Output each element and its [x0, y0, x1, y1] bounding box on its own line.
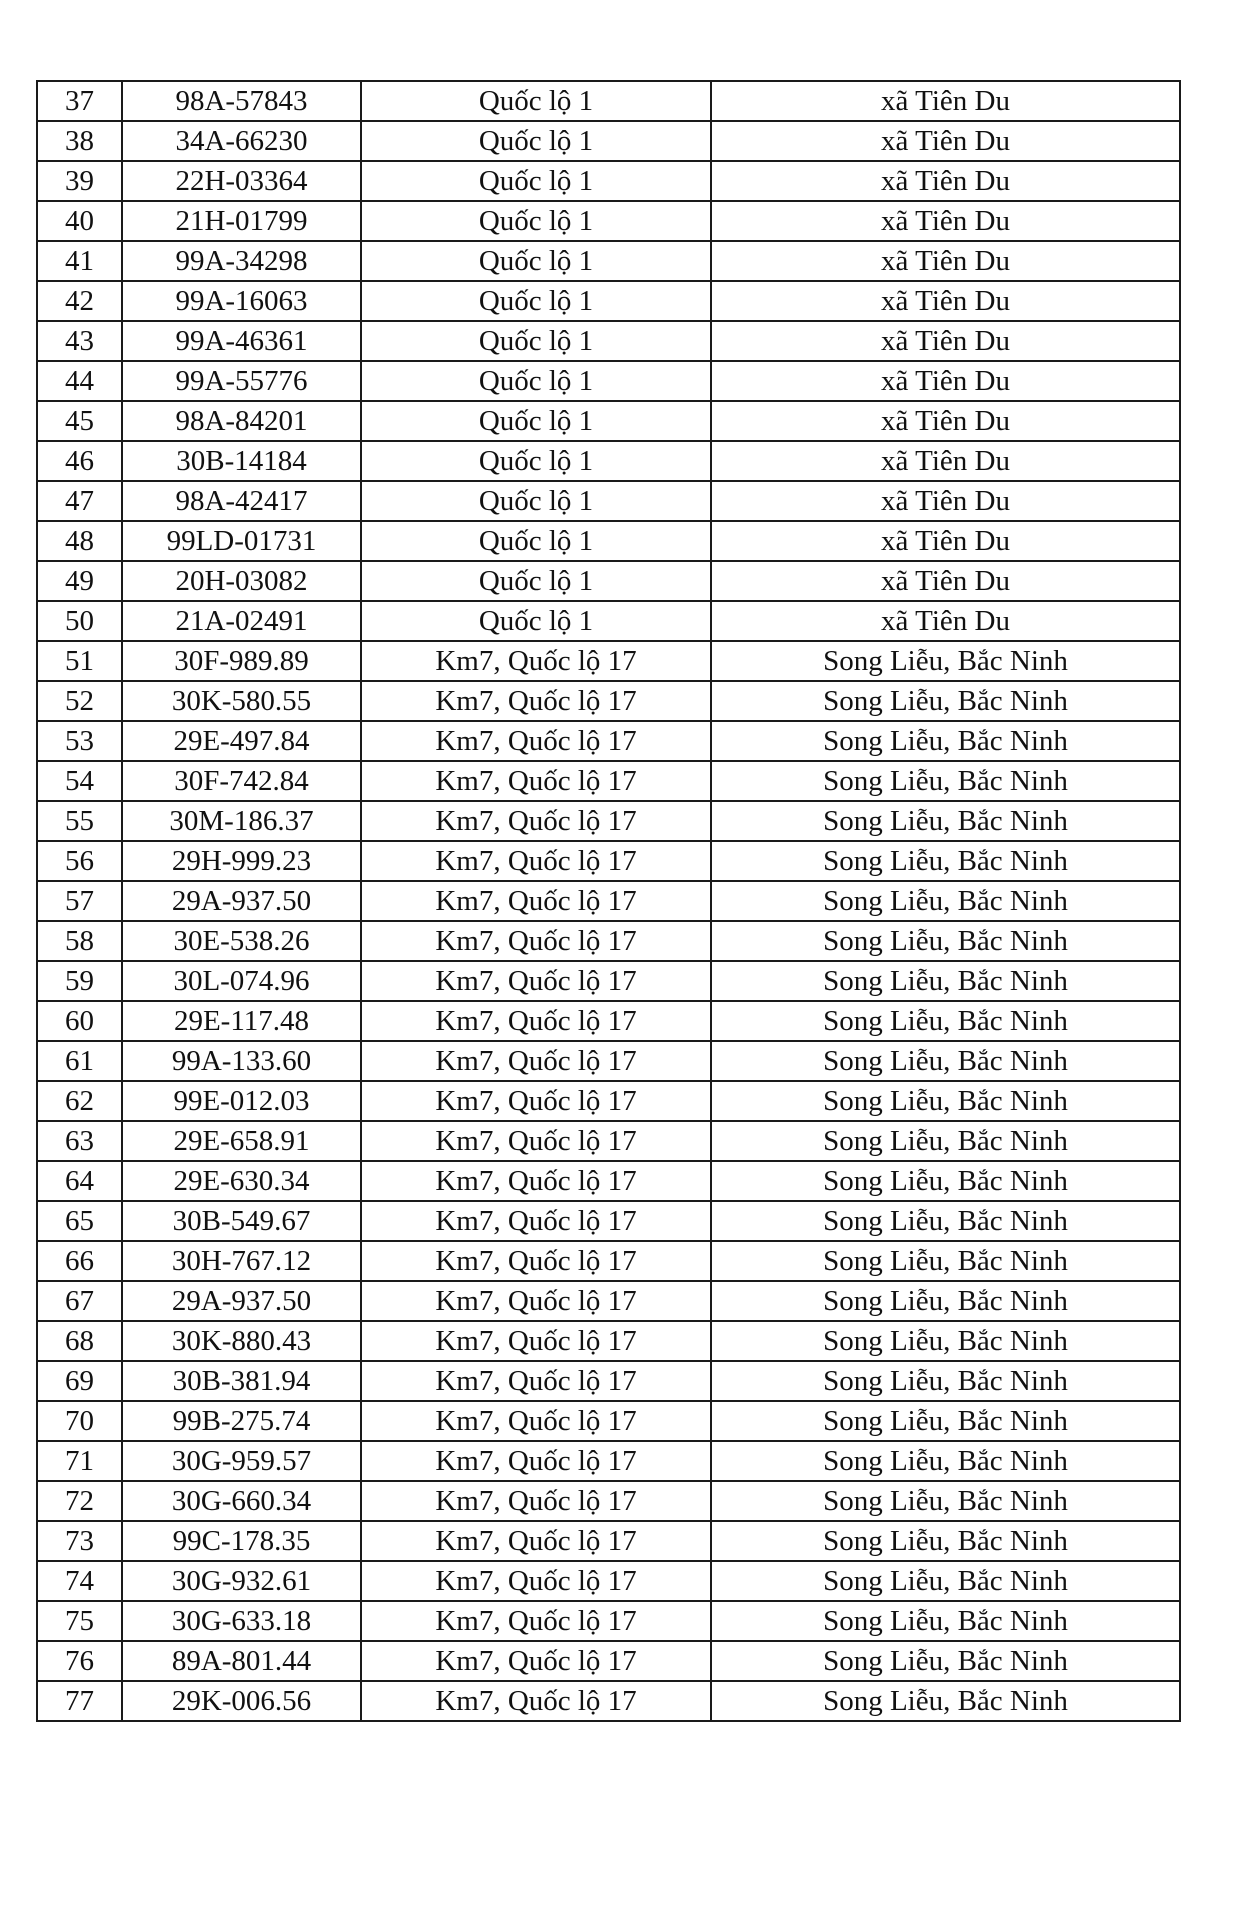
- table-row: [37, 321, 1180, 361]
- row-number-cell: 54: [37, 761, 122, 801]
- road-location-cell: Quốc lộ 1: [361, 241, 711, 281]
- table-row: [37, 601, 1180, 641]
- commune-location-cell: Song Liễu, Bắc Ninh: [711, 1561, 1180, 1601]
- row-number-cell: 44: [37, 361, 122, 401]
- table-row: [37, 1321, 1180, 1361]
- commune-location-cell: Song Liễu, Bắc Ninh: [711, 1321, 1180, 1361]
- commune-location-cell: Song Liễu, Bắc Ninh: [711, 641, 1180, 681]
- road-location-cell: Km7, Quốc lộ 17: [361, 1041, 711, 1081]
- commune-location-cell: Song Liễu, Bắc Ninh: [711, 1681, 1180, 1721]
- license-plate-cell: 29E-630.34: [122, 1161, 361, 1201]
- commune-location-cell: xã Tiên Du: [711, 321, 1180, 361]
- table-row: [37, 161, 1180, 201]
- road-location-cell: Quốc lộ 1: [361, 281, 711, 321]
- row-number-cell: 61: [37, 1041, 122, 1081]
- commune-location-cell: Song Liễu, Bắc Ninh: [711, 881, 1180, 921]
- road-location-cell: Quốc lộ 1: [361, 601, 711, 641]
- license-plate-cell: 30K-580.55: [122, 681, 361, 721]
- table-row: [37, 1161, 1180, 1201]
- table-row: [37, 721, 1180, 761]
- row-number-cell: 64: [37, 1161, 122, 1201]
- license-plate-cell: 30G-660.34: [122, 1481, 361, 1521]
- road-location-cell: Km7, Quốc lộ 17: [361, 961, 711, 1001]
- row-number-cell: 75: [37, 1601, 122, 1641]
- commune-location-cell: Song Liễu, Bắc Ninh: [711, 1201, 1180, 1241]
- license-plate-cell: 29A-937.50: [122, 1281, 361, 1321]
- commune-location-cell: xã Tiên Du: [711, 601, 1180, 641]
- table-row: [37, 521, 1180, 561]
- license-plate-cell: 89A-801.44: [122, 1641, 361, 1681]
- row-number-cell: 72: [37, 1481, 122, 1521]
- commune-location-cell: Song Liễu, Bắc Ninh: [711, 1281, 1180, 1321]
- license-plate-cell: 29E-117.48: [122, 1001, 361, 1041]
- license-plate-cell: 99LD-01731: [122, 521, 361, 561]
- row-number-cell: 49: [37, 561, 122, 601]
- table-row: [37, 1401, 1180, 1441]
- road-location-cell: Quốc lộ 1: [361, 561, 711, 601]
- road-location-cell: Quốc lộ 1: [361, 361, 711, 401]
- row-number-cell: 51: [37, 641, 122, 681]
- table-row: [37, 1241, 1180, 1281]
- license-plate-cell: 99C-178.35: [122, 1521, 361, 1561]
- commune-location-cell: xã Tiên Du: [711, 281, 1180, 321]
- table-row: [37, 1001, 1180, 1041]
- road-location-cell: Km7, Quốc lộ 17: [361, 1481, 711, 1521]
- table-row: [37, 1081, 1180, 1121]
- table-row: [37, 1561, 1180, 1601]
- road-location-cell: Km7, Quốc lộ 17: [361, 1681, 711, 1721]
- table-row: [37, 1361, 1180, 1401]
- road-location-cell: Km7, Quốc lộ 17: [361, 1561, 711, 1601]
- row-number-cell: 58: [37, 921, 122, 961]
- license-plate-cell: 30E-538.26: [122, 921, 361, 961]
- road-location-cell: Km7, Quốc lộ 17: [361, 1401, 711, 1441]
- row-number-cell: 53: [37, 721, 122, 761]
- row-number-cell: 39: [37, 161, 122, 201]
- commune-location-cell: Song Liễu, Bắc Ninh: [711, 721, 1180, 761]
- license-plate-cell: 99A-133.60: [122, 1041, 361, 1081]
- row-number-cell: 57: [37, 881, 122, 921]
- license-plate-cell: 99A-34298: [122, 241, 361, 281]
- road-location-cell: Km7, Quốc lộ 17: [361, 1161, 711, 1201]
- license-plate-cell: 30F-742.84: [122, 761, 361, 801]
- license-plate-cell: 20H-03082: [122, 561, 361, 601]
- table-body: [37, 81, 1180, 1721]
- commune-location-cell: xã Tiên Du: [711, 561, 1180, 601]
- row-number-cell: 60: [37, 1001, 122, 1041]
- table-row: [37, 361, 1180, 401]
- commune-location-cell: Song Liễu, Bắc Ninh: [711, 921, 1180, 961]
- license-plate-cell: 30G-633.18: [122, 1601, 361, 1641]
- table-row: [37, 121, 1180, 161]
- table-row: [37, 1681, 1180, 1721]
- license-plate-cell: 30G-932.61: [122, 1561, 361, 1601]
- license-plate-cell: 99B-275.74: [122, 1401, 361, 1441]
- table-row: [37, 921, 1180, 961]
- commune-location-cell: Song Liễu, Bắc Ninh: [711, 681, 1180, 721]
- table-row: [37, 281, 1180, 321]
- row-number-cell: 77: [37, 1681, 122, 1721]
- road-location-cell: Km7, Quốc lộ 17: [361, 801, 711, 841]
- road-location-cell: Quốc lộ 1: [361, 201, 711, 241]
- table-row: [37, 1601, 1180, 1641]
- commune-location-cell: Song Liễu, Bắc Ninh: [711, 1041, 1180, 1081]
- row-number-cell: 73: [37, 1521, 122, 1561]
- road-location-cell: Quốc lộ 1: [361, 161, 711, 201]
- road-location-cell: Km7, Quốc lộ 17: [361, 761, 711, 801]
- commune-location-cell: xã Tiên Du: [711, 81, 1180, 121]
- license-plate-cell: 98A-42417: [122, 481, 361, 521]
- row-number-cell: 38: [37, 121, 122, 161]
- road-location-cell: Km7, Quốc lộ 17: [361, 1281, 711, 1321]
- commune-location-cell: Song Liễu, Bắc Ninh: [711, 1121, 1180, 1161]
- road-location-cell: Km7, Quốc lộ 17: [361, 721, 711, 761]
- license-plate-cell: 30M-186.37: [122, 801, 361, 841]
- commune-location-cell: Song Liễu, Bắc Ninh: [711, 1081, 1180, 1121]
- row-number-cell: 50: [37, 601, 122, 641]
- table-row: [37, 401, 1180, 441]
- row-number-cell: 65: [37, 1201, 122, 1241]
- row-number-cell: 55: [37, 801, 122, 841]
- row-number-cell: 70: [37, 1401, 122, 1441]
- license-plate-cell: 29K-006.56: [122, 1681, 361, 1721]
- license-plate-cell: 98A-84201: [122, 401, 361, 441]
- commune-location-cell: Song Liễu, Bắc Ninh: [711, 1441, 1180, 1481]
- commune-location-cell: xã Tiên Du: [711, 201, 1180, 241]
- commune-location-cell: xã Tiên Du: [711, 401, 1180, 441]
- row-number-cell: 43: [37, 321, 122, 361]
- road-location-cell: Km7, Quốc lộ 17: [361, 1001, 711, 1041]
- license-plate-cell: 99E-012.03: [122, 1081, 361, 1121]
- row-number-cell: 69: [37, 1361, 122, 1401]
- commune-location-cell: Song Liễu, Bắc Ninh: [711, 961, 1180, 1001]
- license-plate-cell: 30B-549.67: [122, 1201, 361, 1241]
- table-row: [37, 1641, 1180, 1681]
- road-location-cell: Km7, Quốc lộ 17: [361, 641, 711, 681]
- commune-location-cell: Song Liễu, Bắc Ninh: [711, 1521, 1180, 1561]
- license-plate-cell: 99A-46361: [122, 321, 361, 361]
- table-row: [37, 1281, 1180, 1321]
- row-number-cell: 62: [37, 1081, 122, 1121]
- commune-location-cell: xã Tiên Du: [711, 521, 1180, 561]
- commune-location-cell: Song Liễu, Bắc Ninh: [711, 1601, 1180, 1641]
- road-location-cell: Km7, Quốc lộ 17: [361, 881, 711, 921]
- license-plate-cell: 30B-14184: [122, 441, 361, 481]
- commune-location-cell: Song Liễu, Bắc Ninh: [711, 1241, 1180, 1281]
- road-location-cell: Quốc lộ 1: [361, 481, 711, 521]
- row-number-cell: 48: [37, 521, 122, 561]
- vehicle-violation-table: [36, 80, 1181, 1722]
- table-row: [37, 561, 1180, 601]
- road-location-cell: Km7, Quốc lộ 17: [361, 1361, 711, 1401]
- license-plate-cell: 30B-381.94: [122, 1361, 361, 1401]
- row-number-cell: 66: [37, 1241, 122, 1281]
- license-plate-cell: 30H-767.12: [122, 1241, 361, 1281]
- row-number-cell: 59: [37, 961, 122, 1001]
- road-location-cell: Km7, Quốc lộ 17: [361, 1241, 711, 1281]
- row-number-cell: 37: [37, 81, 122, 121]
- commune-location-cell: Song Liễu, Bắc Ninh: [711, 1001, 1180, 1041]
- commune-location-cell: Song Liễu, Bắc Ninh: [711, 1361, 1180, 1401]
- road-location-cell: Km7, Quốc lộ 17: [361, 841, 711, 881]
- license-plate-cell: 99A-16063: [122, 281, 361, 321]
- table-row: [37, 1121, 1180, 1161]
- license-plate-cell: 30G-959.57: [122, 1441, 361, 1481]
- license-plate-cell: 30L-074.96: [122, 961, 361, 1001]
- license-plate-cell: 34A-66230: [122, 121, 361, 161]
- table-row: [37, 1441, 1180, 1481]
- row-number-cell: 42: [37, 281, 122, 321]
- row-number-cell: 40: [37, 201, 122, 241]
- commune-location-cell: xã Tiên Du: [711, 481, 1180, 521]
- road-location-cell: Km7, Quốc lộ 17: [361, 1441, 711, 1481]
- road-location-cell: Km7, Quốc lộ 17: [361, 1201, 711, 1241]
- table-row: [37, 441, 1180, 481]
- table-row: [37, 201, 1180, 241]
- license-plate-cell: 21H-01799: [122, 201, 361, 241]
- road-location-cell: Km7, Quốc lộ 17: [361, 1121, 711, 1161]
- table-row: [37, 641, 1180, 681]
- road-location-cell: Quốc lộ 1: [361, 81, 711, 121]
- row-number-cell: 52: [37, 681, 122, 721]
- road-location-cell: Km7, Quốc lộ 17: [361, 1641, 711, 1681]
- road-location-cell: Quốc lộ 1: [361, 321, 711, 361]
- commune-location-cell: xã Tiên Du: [711, 241, 1180, 281]
- license-plate-cell: 98A-57843: [122, 81, 361, 121]
- license-plate-cell: 29E-658.91: [122, 1121, 361, 1161]
- table-row: [37, 1041, 1180, 1081]
- road-location-cell: Km7, Quốc lộ 17: [361, 1521, 711, 1561]
- license-plate-cell: 22H-03364: [122, 161, 361, 201]
- road-location-cell: Km7, Quốc lộ 17: [361, 1081, 711, 1121]
- commune-location-cell: Song Liễu, Bắc Ninh: [711, 841, 1180, 881]
- table-row: [37, 761, 1180, 801]
- road-location-cell: Quốc lộ 1: [361, 121, 711, 161]
- commune-location-cell: xã Tiên Du: [711, 441, 1180, 481]
- commune-location-cell: xã Tiên Du: [711, 161, 1180, 201]
- table-row: [37, 1481, 1180, 1521]
- row-number-cell: 56: [37, 841, 122, 881]
- license-plate-cell: 29E-497.84: [122, 721, 361, 761]
- table-row: [37, 801, 1180, 841]
- row-number-cell: 45: [37, 401, 122, 441]
- table-row: [37, 881, 1180, 921]
- table-row: [37, 1521, 1180, 1561]
- commune-location-cell: Song Liễu, Bắc Ninh: [711, 1161, 1180, 1201]
- road-location-cell: Quốc lộ 1: [361, 441, 711, 481]
- license-plate-cell: 30F-989.89: [122, 641, 361, 681]
- license-plate-cell: 21A-02491: [122, 601, 361, 641]
- license-plate-cell: 29A-937.50: [122, 881, 361, 921]
- table-row: [37, 841, 1180, 881]
- table-row: [37, 481, 1180, 521]
- row-number-cell: 63: [37, 1121, 122, 1161]
- license-plate-cell: 29H-999.23: [122, 841, 361, 881]
- table-row: [37, 81, 1180, 121]
- row-number-cell: 76: [37, 1641, 122, 1681]
- row-number-cell: 68: [37, 1321, 122, 1361]
- road-location-cell: Quốc lộ 1: [361, 521, 711, 561]
- row-number-cell: 46: [37, 441, 122, 481]
- row-number-cell: 41: [37, 241, 122, 281]
- road-location-cell: Km7, Quốc lộ 17: [361, 1601, 711, 1641]
- table-row: [37, 241, 1180, 281]
- road-location-cell: Km7, Quốc lộ 17: [361, 1321, 711, 1361]
- table-row: [37, 1201, 1180, 1241]
- commune-location-cell: Song Liễu, Bắc Ninh: [711, 761, 1180, 801]
- commune-location-cell: Song Liễu, Bắc Ninh: [711, 1401, 1180, 1441]
- commune-location-cell: Song Liễu, Bắc Ninh: [711, 1481, 1180, 1521]
- road-location-cell: Quốc lộ 1: [361, 401, 711, 441]
- license-plate-cell: 99A-55776: [122, 361, 361, 401]
- row-number-cell: 47: [37, 481, 122, 521]
- commune-location-cell: Song Liễu, Bắc Ninh: [711, 801, 1180, 841]
- commune-location-cell: Song Liễu, Bắc Ninh: [711, 1641, 1180, 1681]
- commune-location-cell: xã Tiên Du: [711, 121, 1180, 161]
- row-number-cell: 71: [37, 1441, 122, 1481]
- table-row: [37, 681, 1180, 721]
- commune-location-cell: xã Tiên Du: [711, 361, 1180, 401]
- road-location-cell: Km7, Quốc lộ 17: [361, 921, 711, 961]
- road-location-cell: Km7, Quốc lộ 17: [361, 681, 711, 721]
- row-number-cell: 67: [37, 1281, 122, 1321]
- row-number-cell: 74: [37, 1561, 122, 1601]
- license-plate-cell: 30K-880.43: [122, 1321, 361, 1361]
- table-row: [37, 961, 1180, 1001]
